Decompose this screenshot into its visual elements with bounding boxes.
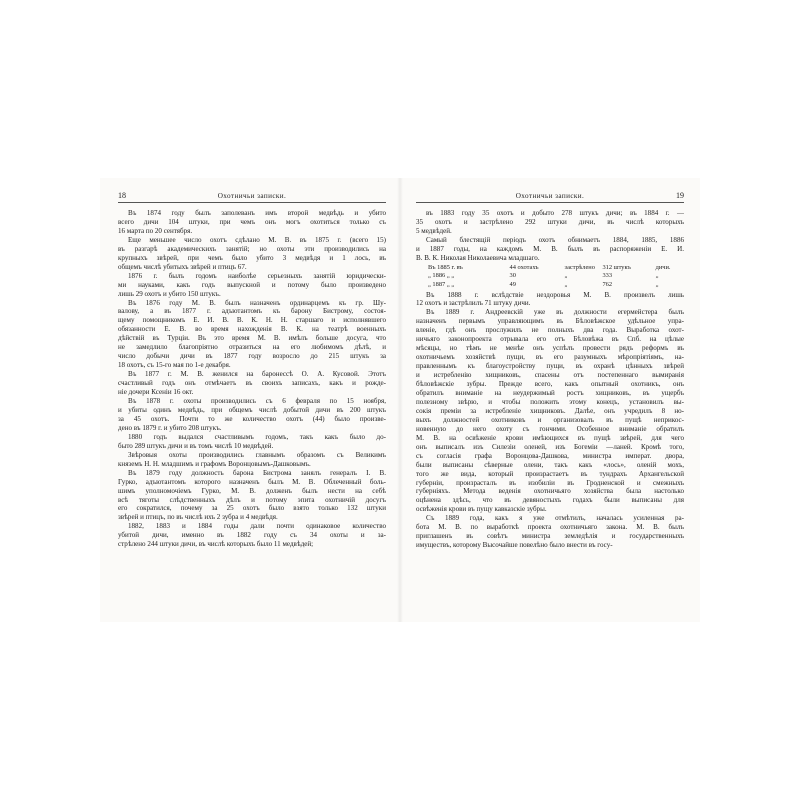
text-line: дѣйствій въ Турціи. Въ это время М. В. имѣлъ больше досуга, что <box>118 334 386 343</box>
text-line: обратилъ вниманіе на неудержимый ростъ хищниковъ, въ ущербъ <box>416 388 684 397</box>
text-line: Въ 1874 году былъ заполеванъ имъ второй медвѣдь и убито <box>128 209 386 217</box>
right-page-body-bottom <box>416 291 684 551</box>
text-line: быто 289 штукъ дичи и въ томъ числѣ 10 медвѣдей. <box>118 441 274 450</box>
table-cell: „ <box>564 280 568 288</box>
right-page-body-top <box>416 209 684 263</box>
table-cell: „ 1886 „ „ <box>428 272 455 280</box>
text-line: и истребленію хищниковъ, спасены отъ постепеннаго вымиранія <box>416 371 684 380</box>
text-line: число добычи дичи въ 1877 году возросло до 215 штукъ за <box>118 352 386 361</box>
text-line: стрѣлено 244 штуки дичи, въ числѣ которыхъ было 11 медвѣдей; <box>118 540 314 549</box>
paragraph <box>416 514 684 550</box>
text-line: шимъ уполномочіемъ Гурко, М. В. долженъ былъ нести на себѣ <box>118 486 386 495</box>
left-page <box>100 178 400 622</box>
book-spread <box>100 178 700 622</box>
text-line: Съ 1889 года, какъ я уже отмѣтилъ, началась усиленная ра- <box>426 514 684 523</box>
text-line: Самый блестящій періодъ охотъ обнимаетъ 1884, 1885, 1886 <box>426 235 684 244</box>
text-line: за 45 охотъ. Почти то же количество охотъ (44) было произве- <box>118 414 386 423</box>
text-line: 1882, 1883 и 1884 годы дали почти одинаковое количество <box>128 522 386 531</box>
text-line: княземъ Н. Н. младшимъ и графомъ Воронцовымъ-Дашковымъ. <box>118 459 311 468</box>
text-line: и убиты одинъ медвѣдь, при общемъ числѣ добытой дичи въ 200 штукъ <box>118 405 386 414</box>
text-line: щему помощникомъ Е. И. В. В. К. Н. Н. старшаго и исполнявшего <box>118 316 386 325</box>
text-line: въ разгарѣ академическихъ занятій; но охоты эти производились на <box>118 244 386 253</box>
table-cell: „ <box>655 280 659 288</box>
table-cell: 49 <box>509 280 516 288</box>
table-cell: дичи. <box>655 263 671 271</box>
text-line: 12 охотъ и застрѣлилъ 71 штуку дичи. <box>416 299 531 308</box>
paragraph <box>118 522 386 549</box>
text-line: съ согласія графа Воронцова-Дашкова, министра императ. двора, <box>416 451 684 460</box>
table-cell: 44 охотахъ <box>509 263 539 271</box>
text-line: Въ 1876 году М. В. былъ назначенъ ординарцемъ къ гр. Шу- <box>128 298 386 307</box>
text-line: 1880 годъ выдался счастливымъ годомъ, такъ какъ было до- <box>128 432 386 441</box>
paragraph <box>118 209 386 236</box>
text-line: и 1887 годы, на каждомъ М. В. былъ въ распоряженіи Е. И. <box>416 244 684 253</box>
table-cell: 762 <box>602 280 613 288</box>
table-cell: 312 штукъ <box>602 263 631 271</box>
text-line: 5 медвѣдей. <box>416 226 452 235</box>
text-line: не замедлило благопріятно отразиться на его любимомъ дѣлѣ, и <box>118 343 386 352</box>
text-line: В. В. К. Николая Николаевича младшаго. <box>416 253 540 262</box>
text-line: бѣловѣжскіе зубры. Прежде всего, какъ опытный охотникъ, онъ <box>416 380 684 389</box>
text-line: губерніяхъ. Метода веденія охотничьяго хозяйства была настолько <box>416 487 684 496</box>
table-cell: застрѣлено <box>564 263 595 271</box>
text-line: 18 охотъ, съ 15-го мая по 1-е декабря. <box>118 361 231 370</box>
text-line: валову, а въ 1877 г. адъютантомъ къ барону Бистрому, состоя- <box>118 307 386 316</box>
text-line: были выписаны сѣверные олени, такъ какъ «лось», оленій мохъ, <box>416 460 684 469</box>
text-line: ми науками, какъ годъ выпускной и потому было произведено <box>118 280 386 289</box>
table-row <box>428 272 684 281</box>
paragraph <box>118 469 386 523</box>
text-line: онъ выписалъ изъ Силезіи оленей, изъ Богеміи —ланей. Кромѣ того, <box>416 442 684 451</box>
text-line: лишь 29 охотъ и убито 150 штукъ. <box>118 289 221 298</box>
table-cell: „ <box>564 272 568 280</box>
right-page-header <box>416 190 684 203</box>
text-line: оцѣнена здѣсь, что въ девяностыхъ годахъ были выписаны для <box>416 496 684 505</box>
text-line: крупныхъ звѣрей, при чемъ было убито 3 медвѣдя и 1 лось, въ <box>118 253 386 262</box>
text-line: убитой дичи, именно въ 1882 году съ 34 охоты и за- <box>118 531 386 540</box>
text-line: счастливый годъ онъ отмѣчаетъ въ своихъ записахъ, какъ и рожде- <box>118 379 386 388</box>
text-line: 35 охотъ и застрѣлено 292 штуки дичи, въ числѣ которыхъ <box>416 217 684 226</box>
paragraph <box>118 299 386 371</box>
paragraph <box>118 272 386 299</box>
right-page-running-title: Охотничьи записки. <box>515 192 585 200</box>
text-line: общемъ числѣ убитыхъ звѣрей и птицъ 67. <box>118 262 247 271</box>
text-line: Въ 1879 году должность барона Бистрома занялъ генералъ I. В. <box>128 468 386 477</box>
text-line: Въ 1877 г. М. В. женился на баронессѣ О. А. Кусовой. Этотъ <box>128 370 386 379</box>
text-line: Въ 1888 г. вслѣдствіе нездоровья М. В. произвелъ лишь <box>426 290 684 299</box>
text-line: мѣсяцы, но тѣмъ не менѣе онъ успѣлъ провести рядъ реформъ въ <box>416 344 684 353</box>
paragraph <box>118 451 386 469</box>
text-line: ничьяго законопроекта отрывала его отъ Бѣловѣжа въ Спб. на цѣлые <box>416 335 684 344</box>
table-cell: Въ 1885 г. въ <box>428 263 463 271</box>
paragraph <box>118 397 386 433</box>
paragraph <box>416 308 684 514</box>
text-line: Звѣровыя охоты производились главнымъ образомъ съ Великимъ <box>128 450 386 459</box>
text-line: имуществъ, которому Высочайше повелѣно было внести въ госу- <box>416 541 613 550</box>
text-line: въ 1883 году 35 охотъ и добыто 278 штукъ дичи; въ 1884 г. — <box>426 209 684 217</box>
text-line: Гурко, адъютантомъ которого назначенъ былъ М. В. Облеченный боль- <box>118 477 386 486</box>
hunting-stats-table <box>428 264 684 290</box>
paragraph <box>416 236 684 263</box>
text-line: ніе дочери Ксеніи 16 окт. <box>118 388 194 397</box>
text-line: Въ 1889 г. Андреевскій уже въ должности егермейстера былъ <box>426 308 684 317</box>
table-cell: „ 1887 „ „ <box>428 280 455 288</box>
paragraph <box>118 370 386 397</box>
text-line: выхъ должностей охотниковъ и организовалъ въ пущѣ неприкос- <box>416 415 684 424</box>
text-line: полезному звѣрю, и чтобы положить этому конецъ, установилъ вы- <box>416 397 684 406</box>
text-line: Еще меньшее число охотъ сдѣлано М. В. въ 1875 г. (всего 15) <box>128 235 386 244</box>
text-line: того же вида, который произрастаетъ въ тундрахъ Архангельской <box>416 469 684 478</box>
paragraph <box>416 291 684 309</box>
text-line: всего дичи 104 штуки, при чемъ онъ могъ охотиться только съ <box>118 217 386 226</box>
table-cell: 30 <box>509 272 516 280</box>
paragraph <box>118 433 386 451</box>
text-line: приглашенъ въ совѣтъ министра земледѣлія и государственныхъ <box>416 532 684 541</box>
text-line: освѣженія крови въ пущу кавказскіе зубры. <box>416 505 547 514</box>
text-line: назначенъ первымъ управляющимъ въ Бѣловѣжское удѣльное упра- <box>416 317 684 326</box>
text-line: бота М. В. по выработкѣ проекта охотничьяго закона. М. В. былъ <box>416 523 684 532</box>
text-line: звѣрей и птицъ, по въ числѣ ихъ 2 зубра и 4 медвѣдя. <box>118 513 278 522</box>
text-line: 1876 г. былъ годомъ наиболѣе серьезныхъ занятій юридически- <box>128 271 386 280</box>
text-line: губерніи, произрасталъ въ изобиліи въ Гродненской и смежныхъ <box>416 478 684 487</box>
text-line: новенную до него охоту съ гончими. Особенное вниманіе обратилъ <box>416 424 684 433</box>
text-line: его сократился, почему за 25 охотъ было взято только 132 штуки <box>118 504 386 513</box>
text-line: всѣ тяготы слѣдственныхъ дѣлъ и потому эпита охотничій досугъ <box>118 495 386 504</box>
right-page-number: 19 <box>676 191 684 200</box>
text-line: охотничьемъ хозяйствѣ пущи, въ его разумныхъ мѣропріятіямъ, на- <box>416 353 684 362</box>
text-line: сокія преміи за истребленіе хищниковъ. Далѣе, онъ учредилъ 8 но- <box>416 406 684 415</box>
paragraph <box>118 236 386 272</box>
text-line: правленнымъ къ благоустройству пущи, въ охранѣ цѣнныхъ звѣрей <box>416 362 684 371</box>
table-cell: „ <box>655 272 659 280</box>
text-line: обязанности Е. В. во время нахожденія В. К. на театрѣ военныхъ <box>118 325 386 334</box>
left-page-body <box>118 209 386 549</box>
left-page-header <box>118 190 386 203</box>
text-line: Въ 1878 г. охоты производились съ 6 февраля по 15 ноября, <box>128 397 386 406</box>
right-page <box>400 178 700 622</box>
text-line: дено въ 1879 г. и убито 208 штукъ. <box>118 423 222 432</box>
text-line: 16 марта по 20 сентября. <box>118 226 193 235</box>
table-row <box>428 281 684 290</box>
text-line: М. В. на освѣженіе крови имѣющихся въ пущѣ звѣрей, для чего <box>416 433 684 442</box>
left-page-number: 18 <box>118 191 126 200</box>
table-row <box>428 264 684 273</box>
table-cell: 333 <box>602 272 613 280</box>
left-page-running-title: Охотничьи записки. <box>217 192 287 200</box>
paragraph <box>416 209 684 236</box>
text-line: вленіе, гдѣ онъ прослужилъ не полныхъ два года. Выработка охот- <box>416 326 684 335</box>
